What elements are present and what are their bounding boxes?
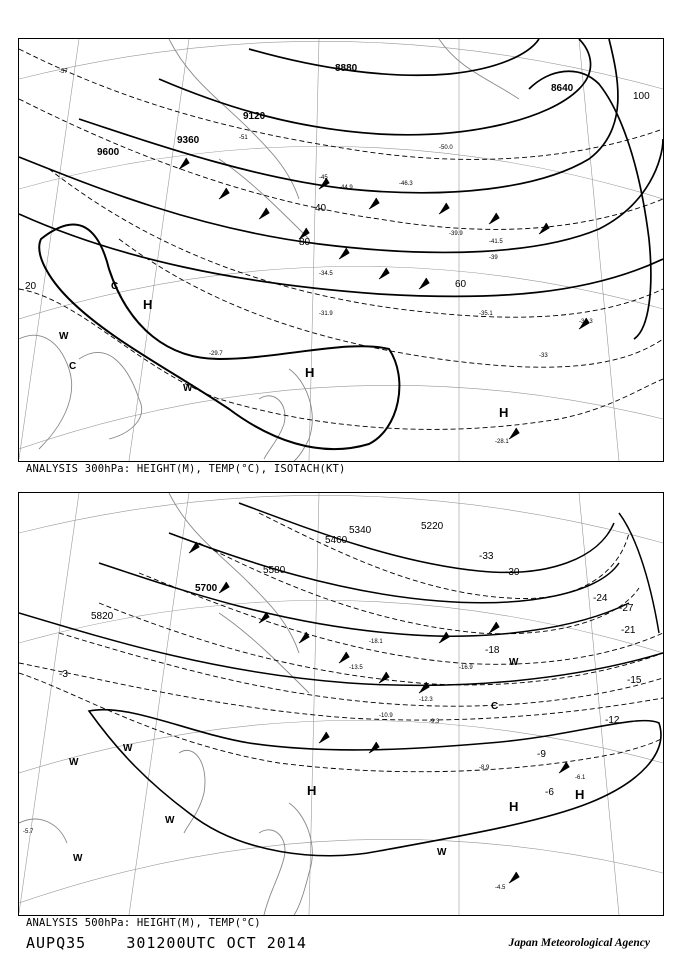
temp-label: -12 <box>605 715 620 726</box>
temp-label: -15 <box>627 675 642 686</box>
station-value: -12.3 <box>419 697 433 703</box>
pressure-centers <box>69 657 584 864</box>
station-value: -46.3 <box>399 181 413 187</box>
temp-label: -30 <box>505 567 520 578</box>
isotach-label: 60 <box>455 279 467 290</box>
high-pressure-label: H <box>143 297 153 312</box>
temp-label: -9 <box>537 749 546 760</box>
weather-map-500hpa <box>19 493 663 915</box>
temp-label: -18 <box>485 645 500 656</box>
warm-center-label: W <box>437 847 447 858</box>
height-label: 8880 <box>335 63 358 74</box>
coastlines <box>19 39 519 461</box>
product-id: AUPQ35 <box>26 934 87 952</box>
high-pressure-label: H <box>509 799 519 814</box>
height-label: 5700 <box>195 583 218 594</box>
temp-label: -24 <box>593 593 608 604</box>
height-label: 9600 <box>97 147 120 158</box>
station-value: -9.3 <box>429 719 440 725</box>
high-pressure-label: H <box>307 783 317 798</box>
height-label: 5340 <box>349 525 372 536</box>
warm-center-label: W <box>59 331 69 342</box>
height-label: 5460 <box>325 535 348 546</box>
cold-center-label: C <box>111 281 119 292</box>
isotach-label: 20 <box>25 281 37 292</box>
height-labels <box>91 521 444 622</box>
height-label: 9360 <box>177 135 200 146</box>
pressure-centers <box>59 281 508 420</box>
temp-label: -51 <box>239 135 248 141</box>
high-pressure-label: H <box>499 405 509 420</box>
warm-center-label: W <box>123 743 133 754</box>
station-value: -4.5 <box>495 885 506 891</box>
temp-label: -45 <box>319 175 328 181</box>
station-value: -35.1 <box>479 311 493 317</box>
highlight-contour <box>39 225 399 450</box>
height-label: 8640 <box>551 83 574 94</box>
caption-500hpa: ANALYSIS 500hPa: HEIGHT(M), TEMP(°C) <box>26 917 261 929</box>
station-value: -34.3 <box>579 319 593 325</box>
height-label: 5220 <box>421 521 444 532</box>
station-value: -28.1 <box>495 439 509 445</box>
isotach-label: 100 <box>633 91 650 102</box>
isotach-labels <box>25 91 650 292</box>
station-value: -8.9 <box>479 765 490 771</box>
warm-center-label: W <box>183 383 193 394</box>
high-pressure-label: H <box>575 787 585 802</box>
station-value: -29.7 <box>209 351 223 357</box>
graticule <box>19 493 663 915</box>
map-panel-300hpa <box>18 38 664 462</box>
warm-center-label: W <box>509 657 519 668</box>
valid-time: 301200UTC OCT 2014 <box>126 934 307 952</box>
height-contours <box>19 503 663 685</box>
temp-label: -27 <box>619 603 634 614</box>
weather-map-300hpa <box>19 39 663 461</box>
height-labels <box>97 63 574 158</box>
station-value: -10.9 <box>379 713 393 719</box>
station-value: -44.9 <box>339 185 353 191</box>
height-label: 9120 <box>243 111 266 122</box>
height-label: 5580 <box>263 565 286 576</box>
isotach-label: 80 <box>299 237 311 248</box>
station-value: -13.5 <box>349 665 363 671</box>
station-value: -50.0 <box>439 145 453 151</box>
temp-label: -3 <box>59 669 68 680</box>
warm-center-label: W <box>73 853 83 864</box>
station-value: -41.5 <box>489 239 503 245</box>
highlight-contour <box>89 710 661 856</box>
temp-label: -21 <box>621 625 636 636</box>
station-value: -5.7 <box>23 829 34 835</box>
station-value: -18.1 <box>369 639 383 645</box>
station-value: -34.5 <box>319 271 333 277</box>
temp-label: -33 <box>539 353 548 359</box>
station-value: -31.9 <box>319 311 333 317</box>
isotach-label: 40 <box>315 203 327 214</box>
warm-center-label: W <box>165 815 175 826</box>
station-value: -16.9 <box>459 665 473 671</box>
height-label: 5820 <box>91 611 114 622</box>
cold-center-label: C <box>69 361 77 372</box>
temp-label: -57 <box>59 69 68 75</box>
station-values <box>23 639 586 891</box>
cold-center-label: C <box>491 701 499 712</box>
high-pressure-label: H <box>305 365 315 380</box>
station-value: -6.1 <box>575 775 586 781</box>
coastlines <box>19 493 312 915</box>
temp-label: -6 <box>545 787 554 798</box>
wind-barbs <box>179 158 589 439</box>
temp-label: -39 <box>489 255 498 261</box>
caption-300hpa: ANALYSIS 300hPa: HEIGHT(M), TEMP(°C), ISOTACH(KT) <box>26 463 346 475</box>
station-value: -39.9 <box>449 231 463 237</box>
map-panel-500hpa <box>18 492 664 916</box>
agency-name: Japan Meteorological Agency <box>508 937 650 949</box>
temp-label: -33 <box>479 551 494 562</box>
product-identifier <box>26 934 307 952</box>
warm-center-label: W <box>69 757 79 768</box>
